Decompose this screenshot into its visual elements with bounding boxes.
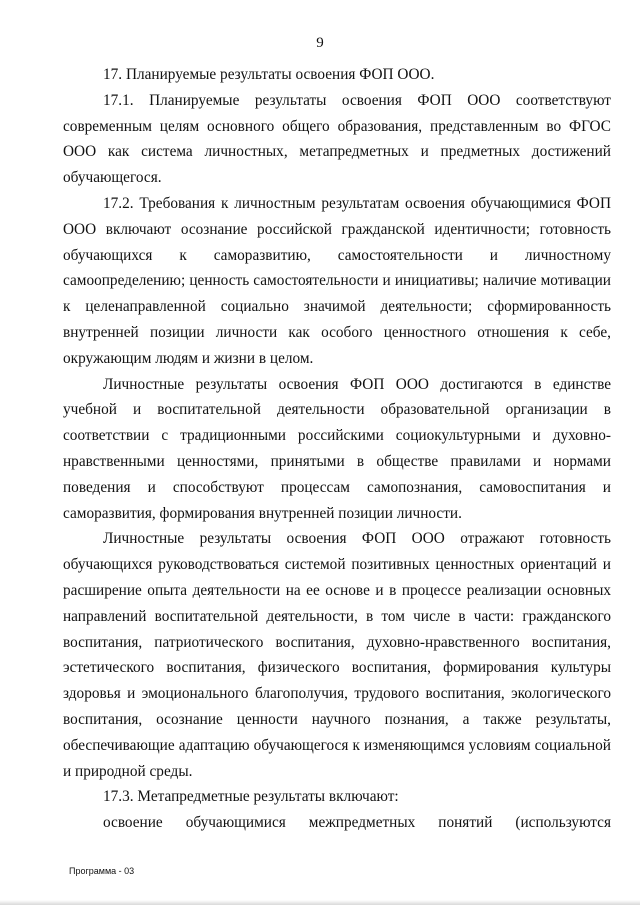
paragraph-17-3: 17.3. Метапредметные результаты включают:: [103, 788, 399, 806]
section-heading: 17. Планируемые результаты освоения ФОП ООО.: [103, 66, 435, 83]
scan-edge: [0, 900, 640, 905]
page-number: 9: [316, 35, 324, 51]
paragraph-personal-results-reflection: Личностные результаты освоения ФОП ООО отражают готовность обучающихся руководствоваться системой позитивных ценностных ориентаций и расширение опыта деятельности на ее основе и в процессе реализации основных направлений воспитательной деятельности, в том числе в части: гражданского воспитания, патриотического воспитания, духовно-нравственного воспитания, эстетического воспитания, физического воспитания, формирования культуры здоровья и эмоционального благополучия, трудового воспитания, экологического воспитания, осознание ценности научного познания, а также результаты, обеспечивающие адаптацию обучающегося к изменяющимся условиям социальной и природной среды.: [63, 530, 611, 780]
paragraph-17-1: 17.1. Планируемые результаты освоения ФОП ООО соответствуют современным целям основного общего образования, представленным во ФГОС ООО как система личностных, метапредметных и предметных достижений обучающегося.: [63, 91, 611, 187]
paragraph-meta-results-start: освоение обучающимися межпредметных понятий (используются: [103, 814, 611, 832]
page-footer: Программа - 03: [69, 866, 135, 876]
document-body: [63, 62, 611, 836]
paragraph-17-2: 17.2. Требования к личностным результатам освоения обучающимися ФОП ООО включают осознание российской гражданской идентичности; готовность обучающихся к саморазвитию, самостоятельности и личностному самоопределению; ценность самостоятельности и инициативы; наличие мотивации к целенаправленной социально значимой деятельности; сформированность внутренней позиции личности как особого ценностного отношения к себе, окружающим людям и жизни в целом.: [63, 194, 611, 367]
paragraph-personal-results-achievement: Личностные результаты освоения ФОП ООО достигаются в единстве учебной и воспитательной деятельности образовательной организации в соответствии с традиционными российскими социокультурными и духовно-нравственными ценностями, принятыми в обществе правилами и нормами поведения и способствуют процессам самопознания, самовоспитания и саморазвития, формирования внутренней позиции личности.: [63, 375, 611, 522]
